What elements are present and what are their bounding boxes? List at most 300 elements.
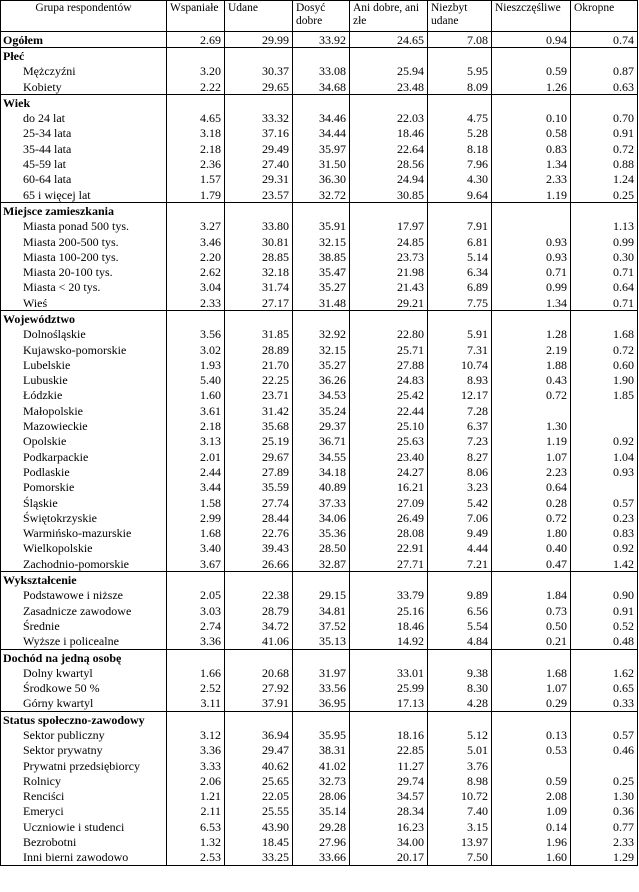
value-cell: 35.59 — [225, 480, 293, 495]
section-title: Wiek — [1, 95, 167, 111]
value-cell: 7.21 — [428, 556, 492, 572]
empty-cell — [428, 311, 492, 327]
value-cell: 1.34 — [492, 156, 571, 171]
row-label: Świętokrzyskie — [1, 510, 167, 525]
table-row — [1, 603, 638, 618]
value-cell: 0.92 — [571, 434, 638, 449]
value-cell: 32.18 — [225, 264, 293, 279]
row-label: Pomorskie — [1, 480, 167, 495]
value-cell: 0.25 — [571, 187, 638, 203]
value-cell: 22.25 — [225, 373, 293, 388]
value-cell: 2.33 — [571, 834, 638, 849]
empty-cell — [492, 712, 571, 728]
value-cell: 0.59 — [492, 773, 571, 788]
value-cell: 20.17 — [350, 850, 428, 866]
value-cell: 7.23 — [428, 434, 492, 449]
section-header-row — [1, 311, 638, 327]
value-cell: 34.57 — [350, 789, 428, 804]
value-cell: 3.46 — [167, 234, 225, 249]
value-cell: 24.83 — [350, 373, 428, 388]
value-cell: 36.95 — [293, 696, 350, 712]
row-label: Prywatni przedsiębiorcy — [1, 758, 167, 773]
value-cell: 0.47 — [492, 556, 571, 572]
value-cell: 0.28 — [492, 495, 571, 510]
value-cell: 1.60 — [167, 388, 225, 403]
section-header-row — [1, 712, 638, 728]
value-cell: 27.89 — [225, 464, 293, 479]
value-cell: 1.19 — [492, 434, 571, 449]
value-cell: 9.64 — [428, 187, 492, 203]
value-cell: 0.25 — [571, 773, 638, 788]
row-label: Miasta 200-500 tys. — [1, 234, 167, 249]
value-cell: 2.62 — [167, 264, 225, 279]
value-cell: 0.71 — [571, 264, 638, 279]
table-row — [1, 187, 638, 203]
empty-cell — [350, 712, 428, 728]
value-cell: 0.88 — [571, 156, 638, 171]
section-title: Województwo — [1, 311, 167, 327]
value-cell: 2.33 — [167, 295, 225, 311]
row-label: Małopolskie — [1, 403, 167, 418]
value-cell: 28.50 — [293, 541, 350, 556]
value-cell: 1.09 — [492, 804, 571, 819]
value-cell: 7.06 — [428, 510, 492, 525]
row-label: Wieś — [1, 295, 167, 311]
section-header-row — [1, 572, 638, 588]
value-cell: 31.50 — [293, 156, 350, 171]
table-row — [1, 126, 638, 141]
value-cell: 22.85 — [350, 743, 428, 758]
value-cell: 27.88 — [350, 357, 428, 372]
row-label: Sektor prywatny — [1, 743, 167, 758]
value-cell: 3.76 — [428, 758, 492, 773]
empty-cell — [225, 712, 293, 728]
empty-cell — [293, 203, 350, 219]
value-cell: 4.75 — [428, 110, 492, 125]
empty-cell — [350, 203, 428, 219]
table-row — [1, 280, 638, 295]
value-cell: 8.98 — [428, 773, 492, 788]
value-cell: 6.56 — [428, 603, 492, 618]
value-cell: 8.06 — [428, 464, 492, 479]
value-cell: 0.59 — [492, 64, 571, 79]
section-title: Płeć — [1, 48, 167, 64]
value-cell: 36.94 — [225, 727, 293, 742]
value-cell: 3.61 — [167, 403, 225, 418]
row-label: Opolskie — [1, 434, 167, 449]
value-cell: 33.25 — [225, 850, 293, 866]
value-cell: 7.31 — [428, 342, 492, 357]
value-cell: 25.16 — [350, 603, 428, 618]
value-cell: 1.30 — [492, 418, 571, 433]
value-cell: 18.46 — [350, 618, 428, 633]
value-cell: 17.97 — [350, 219, 428, 234]
value-cell: 35.47 — [293, 264, 350, 279]
value-cell: 3.33 — [167, 758, 225, 773]
value-cell: 27.17 — [225, 295, 293, 311]
value-cell: 2.23 — [492, 464, 571, 479]
value-cell: 0.50 — [492, 618, 571, 633]
value-cell: 22.03 — [350, 110, 428, 125]
value-cell: 7.75 — [428, 295, 492, 311]
value-cell: 18.46 — [350, 126, 428, 141]
value-cell: 25.71 — [350, 342, 428, 357]
value-cell: 33.32 — [225, 110, 293, 125]
value-cell: 2.20 — [167, 249, 225, 264]
table-row — [1, 357, 638, 372]
value-cell: 8.30 — [428, 680, 492, 695]
value-cell: 1.68 — [571, 327, 638, 342]
value-cell: 28.34 — [350, 804, 428, 819]
value-cell: 28.44 — [225, 510, 293, 525]
value-cell: 6.34 — [428, 264, 492, 279]
value-cell: 23.73 — [350, 249, 428, 264]
value-cell: 33.66 — [293, 850, 350, 866]
value-cell: 38.31 — [293, 743, 350, 758]
empty-cell — [492, 203, 571, 219]
value-cell: 2.36 — [167, 156, 225, 171]
value-cell: 1.32 — [167, 834, 225, 849]
section-header-row — [1, 48, 638, 64]
value-cell: 0.57 — [571, 727, 638, 742]
table-row — [1, 526, 638, 541]
value-cell: 24.65 — [350, 32, 428, 48]
value-cell: 27.92 — [225, 680, 293, 695]
value-cell: 2.11 — [167, 804, 225, 819]
value-cell: 25.99 — [350, 680, 428, 695]
value-cell — [571, 480, 638, 495]
empty-cell — [571, 712, 638, 728]
value-cell: 2.44 — [167, 464, 225, 479]
value-cell: 23.48 — [350, 79, 428, 95]
value-cell: 27.74 — [225, 495, 293, 510]
table-row — [1, 464, 638, 479]
value-cell: 0.29 — [492, 696, 571, 712]
value-cell: 23.57 — [225, 187, 293, 203]
row-label: Miasta < 20 tys. — [1, 280, 167, 295]
value-cell: 7.96 — [428, 156, 492, 171]
empty-cell — [492, 649, 571, 665]
value-cell: 27.40 — [225, 156, 293, 171]
value-cell: 6.53 — [167, 819, 225, 834]
value-cell: 0.92 — [571, 541, 638, 556]
empty-cell — [350, 95, 428, 111]
empty-cell — [492, 48, 571, 64]
value-cell: 37.52 — [293, 618, 350, 633]
empty-cell — [428, 572, 492, 588]
table-row — [1, 172, 638, 187]
header-row — [1, 1, 638, 32]
value-cell: 33.01 — [350, 665, 428, 680]
row-label: Śląskie — [1, 495, 167, 510]
value-cell: 0.65 — [571, 680, 638, 695]
value-cell: 32.73 — [293, 773, 350, 788]
header-group: Grupa respondentów — [1, 1, 167, 32]
value-cell: 1.60 — [492, 850, 571, 866]
value-cell: 0.40 — [492, 541, 571, 556]
value-cell: 5.28 — [428, 126, 492, 141]
row-label: Środkowe 50 % — [1, 680, 167, 695]
empty-cell — [428, 712, 492, 728]
value-cell: 6.37 — [428, 418, 492, 433]
value-cell: 13.97 — [428, 834, 492, 849]
value-cell: 40.62 — [225, 758, 293, 773]
value-cell: 28.06 — [293, 789, 350, 804]
value-cell: 30.37 — [225, 64, 293, 79]
value-cell: 1.26 — [492, 79, 571, 95]
value-cell: 29.21 — [350, 295, 428, 311]
value-cell: 3.04 — [167, 280, 225, 295]
value-cell: 18.16 — [350, 727, 428, 742]
value-cell: 7.91 — [428, 219, 492, 234]
value-cell: 1.62 — [571, 665, 638, 680]
value-cell: 43.90 — [225, 819, 293, 834]
row-label: 25-34 lata — [1, 126, 167, 141]
table-row — [1, 64, 638, 79]
value-cell: 29.28 — [293, 819, 350, 834]
value-cell: 2.74 — [167, 618, 225, 633]
table-row — [1, 773, 638, 788]
value-cell: 6.81 — [428, 234, 492, 249]
empty-cell — [492, 311, 571, 327]
value-cell: 22.91 — [350, 541, 428, 556]
section-title: Status społeczno-zawodowy — [1, 712, 167, 728]
value-cell: 3.56 — [167, 327, 225, 342]
value-cell: 0.72 — [492, 510, 571, 525]
value-cell: 5.91 — [428, 327, 492, 342]
value-cell: 33.92 — [293, 32, 350, 48]
value-cell: 22.64 — [350, 141, 428, 156]
value-cell: 7.28 — [428, 403, 492, 418]
value-cell: 2.18 — [167, 418, 225, 433]
value-cell — [492, 758, 571, 773]
value-cell: 1.57 — [167, 172, 225, 187]
value-cell: 29.31 — [225, 172, 293, 187]
value-cell: 0.91 — [571, 603, 638, 618]
value-cell: 0.58 — [492, 126, 571, 141]
value-cell: 27.96 — [293, 834, 350, 849]
row-label: Łódzkie — [1, 388, 167, 403]
table-body — [1, 32, 638, 866]
empty-cell — [167, 572, 225, 588]
header-ani-dobre-ani-zle: Ani dobre, ani złe — [350, 1, 428, 32]
table-row — [1, 556, 638, 572]
value-cell — [492, 403, 571, 418]
value-cell: 3.36 — [167, 743, 225, 758]
value-cell: 1.24 — [571, 172, 638, 187]
value-cell: 3.15 — [428, 819, 492, 834]
row-label: do 24 lat — [1, 110, 167, 125]
row-label: Ogółem — [1, 32, 167, 48]
value-cell: 10.74 — [428, 357, 492, 372]
empty-cell — [167, 203, 225, 219]
value-cell: 28.85 — [225, 249, 293, 264]
header-nieszczesliwe: Nieszczęśliwe — [492, 1, 571, 32]
value-cell: 29.67 — [225, 449, 293, 464]
value-cell: 33.56 — [293, 680, 350, 695]
value-cell: 0.93 — [571, 464, 638, 479]
value-cell: 0.74 — [571, 32, 638, 48]
value-cell: 29.74 — [350, 773, 428, 788]
row-label: 60-64 lata — [1, 172, 167, 187]
header-dosyc-dobre: Dosyć dobre — [293, 1, 350, 32]
value-cell: 11.27 — [350, 758, 428, 773]
value-cell: 0.64 — [571, 280, 638, 295]
value-cell: 25.10 — [350, 418, 428, 433]
value-cell: 27.09 — [350, 495, 428, 510]
value-cell — [571, 403, 638, 418]
value-cell: 4.84 — [428, 634, 492, 650]
section-title: Wykształcenie — [1, 572, 167, 588]
table-row — [1, 373, 638, 388]
value-cell: 5.42 — [428, 495, 492, 510]
empty-cell — [492, 95, 571, 111]
value-cell: 2.52 — [167, 680, 225, 695]
value-cell: 2.05 — [167, 588, 225, 603]
table-row — [1, 342, 638, 357]
row-label: 45-59 lat — [1, 156, 167, 171]
value-cell: 0.93 — [492, 249, 571, 264]
row-label: Warmińsko-mazurskie — [1, 526, 167, 541]
table-row — [1, 510, 638, 525]
row-label: Dolny kwartyl — [1, 665, 167, 680]
table-row — [1, 388, 638, 403]
value-cell: 0.70 — [571, 110, 638, 125]
table-row — [1, 789, 638, 804]
value-cell: 29.65 — [225, 79, 293, 95]
value-cell: 10.72 — [428, 789, 492, 804]
value-cell: 0.43 — [492, 373, 571, 388]
value-cell: 3.12 — [167, 727, 225, 742]
value-cell: 25.19 — [225, 434, 293, 449]
value-cell: 0.57 — [571, 495, 638, 510]
empty-cell — [225, 203, 293, 219]
value-cell: 0.99 — [571, 234, 638, 249]
value-cell: 25.55 — [225, 804, 293, 819]
value-cell: 39.43 — [225, 541, 293, 556]
value-cell: 1.42 — [571, 556, 638, 572]
value-cell: 3.36 — [167, 634, 225, 650]
row-label: Miasta ponad 500 tys. — [1, 219, 167, 234]
value-cell: 8.18 — [428, 141, 492, 156]
value-cell: 17.13 — [350, 696, 428, 712]
table-row — [1, 743, 638, 758]
value-cell: 28.89 — [225, 342, 293, 357]
value-cell: 24.85 — [350, 234, 428, 249]
value-cell: 26.66 — [225, 556, 293, 572]
value-cell: 29.99 — [225, 32, 293, 48]
value-cell: 37.91 — [225, 696, 293, 712]
value-cell: 4.30 — [428, 172, 492, 187]
empty-cell — [293, 712, 350, 728]
value-cell: 0.53 — [492, 743, 571, 758]
row-label: Kobiety — [1, 79, 167, 95]
value-cell: 35.95 — [293, 727, 350, 742]
empty-cell — [428, 48, 492, 64]
table-row — [1, 758, 638, 773]
value-cell: 0.14 — [492, 819, 571, 834]
row-label: Sektor publiczny — [1, 727, 167, 742]
row-label: Kujawsko-pomorskie — [1, 342, 167, 357]
value-cell: 0.64 — [492, 480, 571, 495]
row-label: Wyższe i policealne — [1, 634, 167, 650]
value-cell: 18.45 — [225, 834, 293, 849]
value-cell: 36.26 — [293, 373, 350, 388]
value-cell: 8.09 — [428, 79, 492, 95]
value-cell: 34.06 — [293, 510, 350, 525]
value-cell: 41.02 — [293, 758, 350, 773]
row-label: Mazowieckie — [1, 418, 167, 433]
value-cell: 34.18 — [293, 464, 350, 479]
value-cell: 3.23 — [428, 480, 492, 495]
value-cell: 0.99 — [492, 280, 571, 295]
value-cell: 3.13 — [167, 434, 225, 449]
value-cell: 0.90 — [571, 588, 638, 603]
value-cell: 21.43 — [350, 280, 428, 295]
value-cell: 29.47 — [225, 743, 293, 758]
value-cell: 0.73 — [492, 603, 571, 618]
table-row — [1, 327, 638, 342]
value-cell: 29.37 — [293, 418, 350, 433]
value-cell: 1.34 — [492, 295, 571, 311]
empty-cell — [571, 311, 638, 327]
value-cell: 35.14 — [293, 804, 350, 819]
section-header-row — [1, 649, 638, 665]
value-cell: 9.38 — [428, 665, 492, 680]
value-cell: 35.97 — [293, 141, 350, 156]
value-cell: 1.04 — [571, 449, 638, 464]
row-label: Wielkopolskie — [1, 541, 167, 556]
value-cell: 1.68 — [492, 665, 571, 680]
row-label: Średnie — [1, 618, 167, 633]
value-cell: 34.00 — [350, 834, 428, 849]
value-cell: 3.20 — [167, 64, 225, 79]
value-cell: 12.17 — [428, 388, 492, 403]
value-cell: 3.44 — [167, 480, 225, 495]
value-cell: 29.49 — [225, 141, 293, 156]
value-cell: 6.89 — [428, 280, 492, 295]
value-cell: 0.83 — [571, 526, 638, 541]
value-cell: 37.16 — [225, 126, 293, 141]
empty-cell — [428, 95, 492, 111]
value-cell: 0.21 — [492, 634, 571, 650]
value-cell: 14.92 — [350, 634, 428, 650]
value-cell: 1.93 — [167, 357, 225, 372]
value-cell: 0.87 — [571, 64, 638, 79]
table-row — [1, 295, 638, 311]
empty-cell — [167, 649, 225, 665]
table-row — [1, 418, 638, 433]
empty-cell — [167, 48, 225, 64]
value-cell: 34.72 — [225, 618, 293, 633]
section-title: Dochód na jedną osobę — [1, 649, 167, 665]
empty-cell — [293, 48, 350, 64]
empty-cell — [293, 649, 350, 665]
empty-cell — [225, 572, 293, 588]
row-label: Emeryci — [1, 804, 167, 819]
value-cell: 23.40 — [350, 449, 428, 464]
row-label: Mężczyźni — [1, 64, 167, 79]
value-cell: 7.08 — [428, 32, 492, 48]
value-cell: 32.72 — [293, 187, 350, 203]
table-row — [1, 727, 638, 742]
value-cell — [571, 418, 638, 433]
empty-cell — [350, 649, 428, 665]
value-cell: 0.48 — [571, 634, 638, 650]
value-cell: 32.87 — [293, 556, 350, 572]
table-row — [1, 480, 638, 495]
table-row — [1, 804, 638, 819]
